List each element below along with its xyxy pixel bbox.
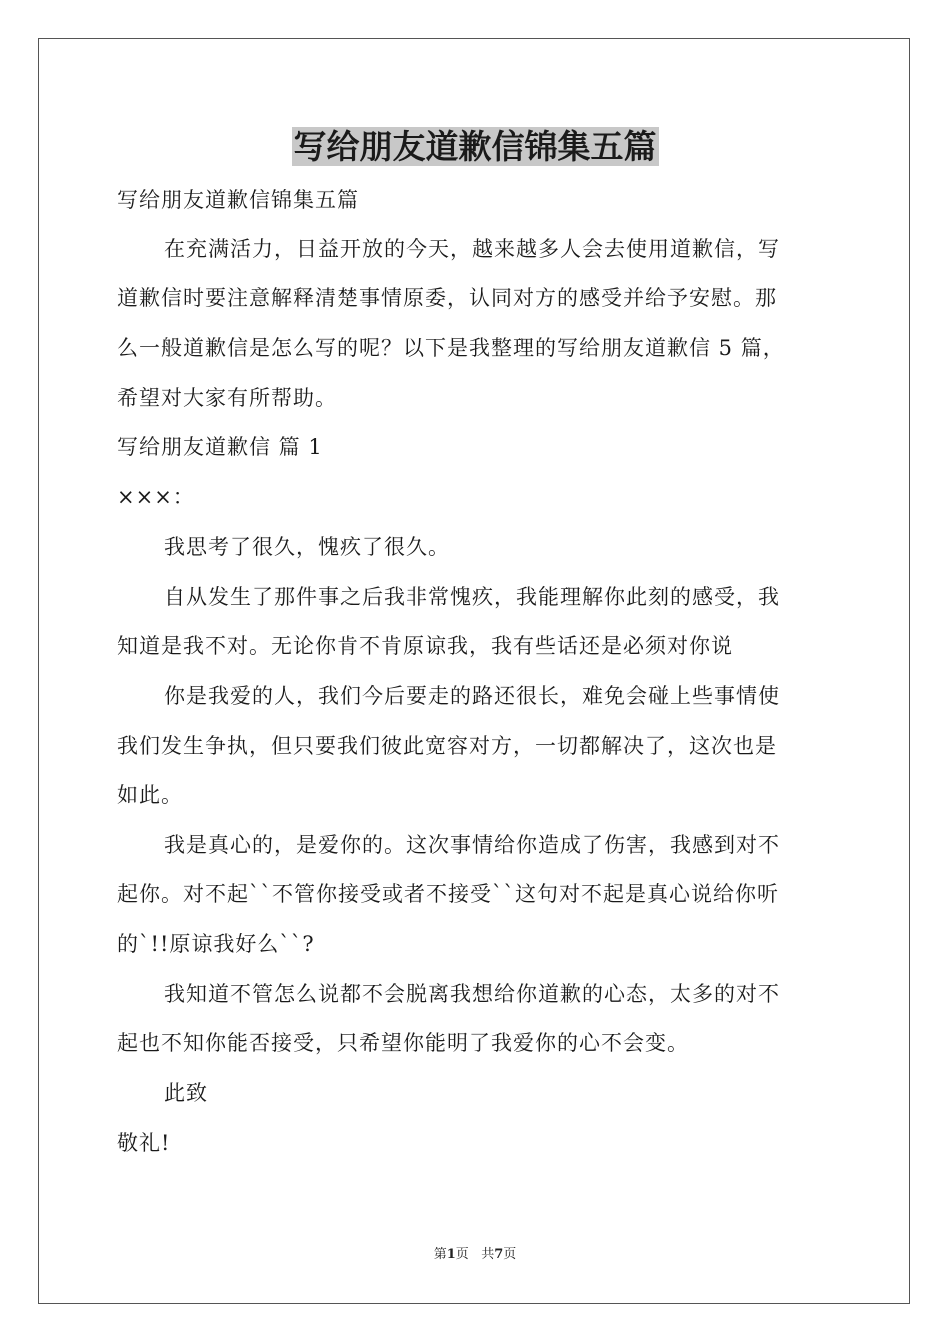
paragraph-line: 起你。对不起``不管你接受或者不接受``这句对不起是真心说给你听 [117,882,779,906]
paragraph-line: 道歉信时要注意解释清楚事情原委，认同对方的感受并给予安慰。那 [117,286,777,310]
footer-page-prefix: 第 [433,1247,447,1262]
paragraph-line: 我知道不管怎么说都不会脱离我想给你道歉的心态，太多的对不 [164,982,780,1006]
paragraph-line: 你是我爱的人，我们今后要走的路还很长，难免会碰上些事情使 [164,684,780,708]
paragraph-line: 希望对大家有所帮助。 [117,386,337,410]
footer-page-suffix: 页 [455,1247,469,1262]
page-border [38,38,910,1304]
paragraph-line: 在充满活力，日益开放的今天，越来越多人会去使用道歉信，写 [164,237,780,261]
footer-total-prefix: 共 [481,1247,495,1262]
closing-line: 敬礼! [117,1131,171,1155]
section-heading: 写给朋友道歉信 篇 1 [117,435,323,459]
page-footer [0,1246,950,1264]
salutation-line: ×××： [117,485,195,509]
closing-line: 此致 [164,1081,208,1105]
paragraph-line: 自从发生了那件事之后我非常愧疚，我能理解你此刻的感受，我 [164,585,780,609]
paragraph-line: 的`!!原谅我好么``? [117,932,315,956]
paragraph-line: 我们发生争执，但只要我们彼此宽容对方，一切都解决了，这次也是 [117,734,777,758]
paragraph-line: 起也不知你能否接受，只希望你能明了我爱你的心不会变。 [117,1031,689,1055]
footer-total-number: 7 [494,1247,504,1262]
document-title [0,123,950,171]
footer-total-suffix: 页 [503,1247,517,1262]
paragraph-line: 么一般道歉信是怎么写的呢？以下是我整理的写给朋友道歉信 5 篇， [117,336,785,360]
paragraph-line: 我是真心的，是爱你的。这次事情给你造成了伤害，我感到对不 [164,833,780,857]
subtitle-line: 写给朋友道歉信锦集五篇 [117,188,359,212]
document-title-text: 写给朋友道歉信锦集五篇 [293,127,657,166]
footer-page-number: 1 [446,1247,456,1262]
paragraph-line: 如此。 [117,783,183,807]
paragraph-line: 我思考了很久，愧疚了很久。 [164,535,450,559]
paragraph-line: 知道是我不对。无论你肯不肯原谅我，我有些话还是必须对你说 [117,634,733,658]
